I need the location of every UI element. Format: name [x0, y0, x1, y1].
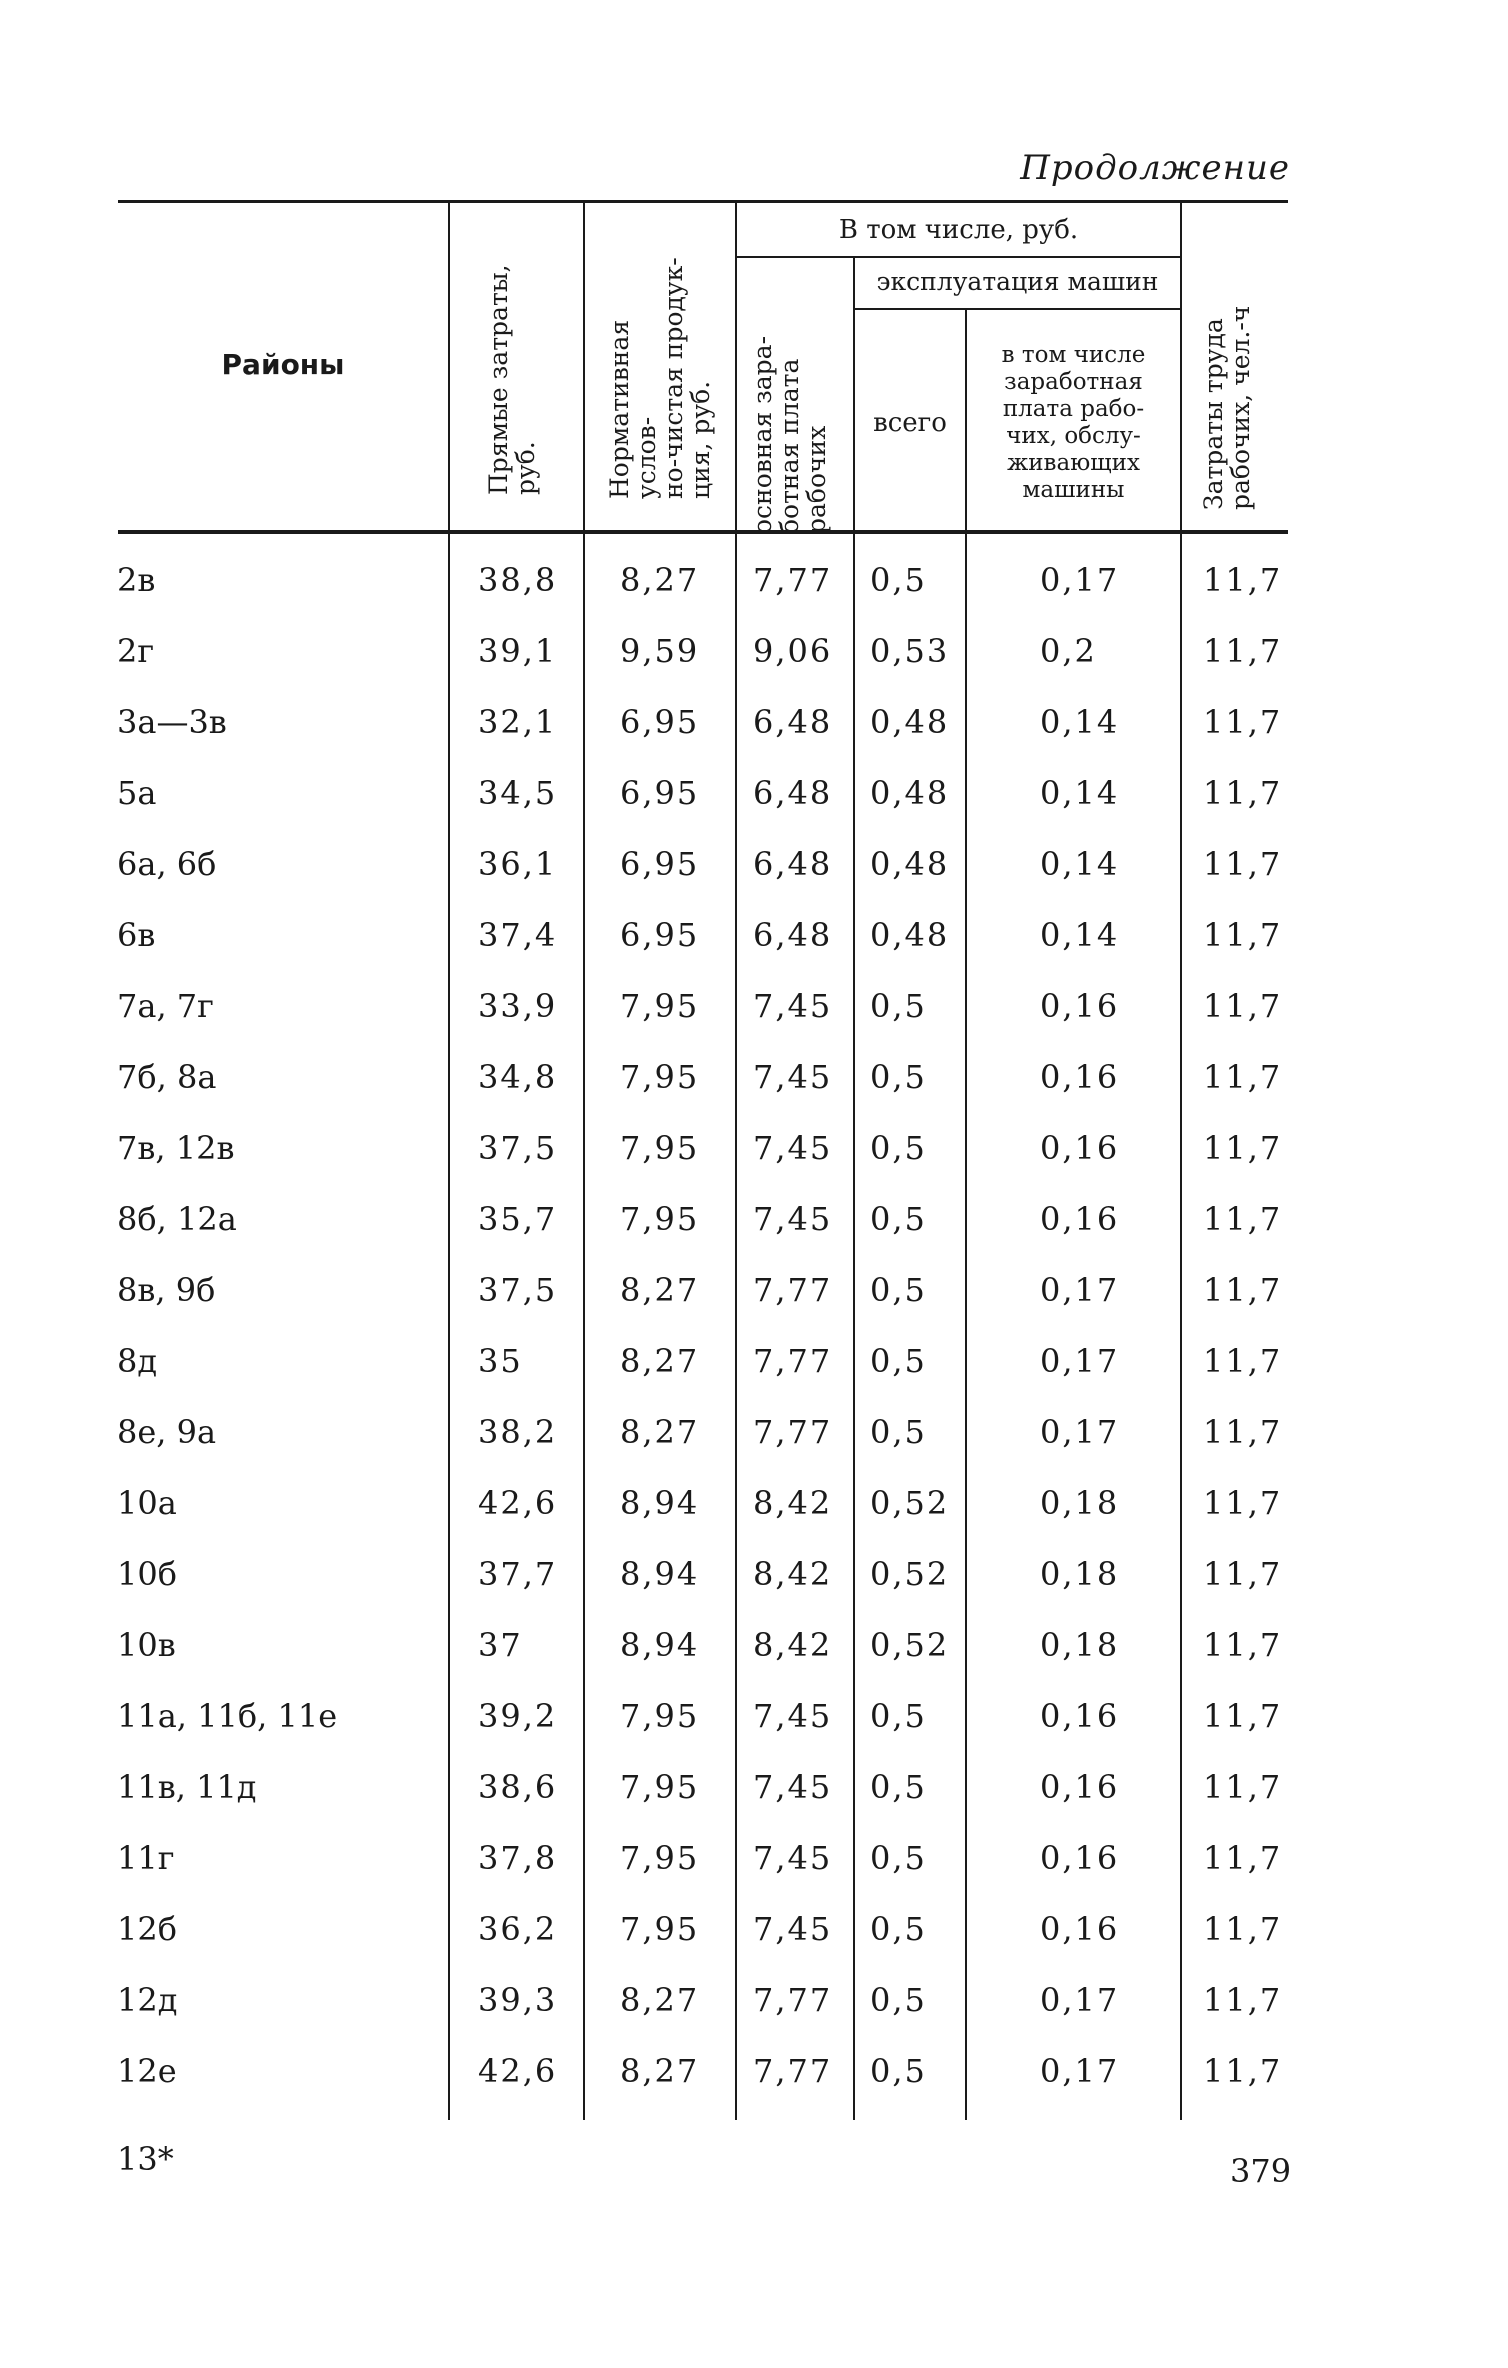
cell-direct-costs: 38,8 — [478, 561, 558, 599]
cell-incl-wage: 0,17 — [1040, 1413, 1120, 1451]
cell-direct-costs: 36,2 — [478, 1910, 558, 1948]
cell-normative-product: 6,95 — [620, 845, 700, 883]
table-row — [0, 1412, 1508, 1482]
cell-normative-product: 8,27 — [620, 1413, 700, 1451]
cell-base-wage: 7,77 — [753, 561, 833, 599]
cell-base-wage: 7,45 — [753, 1129, 833, 1167]
header-machine-total: всего — [873, 408, 947, 438]
cell-machine-total: 0,5 — [870, 1768, 927, 1806]
cell-labor-costs: 11,7 — [1203, 2052, 1283, 2090]
cell-incl-wage: 0,18 — [1040, 1555, 1120, 1593]
header-base-wage: основная зара- ботная плата рабочих — [748, 335, 831, 534]
cell-labor-costs: 11,7 — [1203, 1910, 1283, 1948]
cell-region: 6а, 6б — [117, 845, 217, 883]
cell-labor-costs: 11,7 — [1203, 1981, 1283, 2019]
cell-region: 3а—3в — [117, 703, 227, 741]
table-row — [0, 1483, 1508, 1553]
cell-incl-wage: 0,16 — [1040, 1129, 1120, 1167]
cell-machine-total: 0,5 — [870, 1697, 927, 1735]
cell-direct-costs: 34,8 — [478, 1058, 558, 1096]
cell-base-wage: 7,77 — [753, 1342, 833, 1380]
cell-region: 11г — [117, 1839, 175, 1877]
cell-base-wage: 7,45 — [753, 987, 833, 1025]
cell-labor-costs: 11,7 — [1203, 1626, 1283, 1664]
cell-normative-product: 8,94 — [620, 1555, 700, 1593]
header-region: Районы — [221, 348, 345, 381]
table-row — [0, 773, 1508, 843]
cell-incl-wage: 0,18 — [1040, 1484, 1120, 1522]
cell-incl-wage: 0,14 — [1040, 916, 1120, 954]
cell-labor-costs: 11,7 — [1203, 703, 1283, 741]
cell-machine-total: 0,52 — [870, 1555, 950, 1593]
cell-direct-costs: 34,5 — [478, 774, 558, 812]
cell-region: 12е — [117, 2052, 177, 2090]
cell-labor-costs: 11,7 — [1203, 1555, 1283, 1593]
cell-incl-wage: 0,16 — [1040, 1768, 1120, 1806]
cell-labor-costs: 11,7 — [1203, 1413, 1283, 1451]
cell-incl-wage: 0,14 — [1040, 845, 1120, 883]
cell-direct-costs: 33,9 — [478, 987, 558, 1025]
cell-incl-wage: 0,17 — [1040, 1271, 1120, 1309]
cell-machine-total: 0,48 — [870, 916, 950, 954]
cell-incl-wage: 0,16 — [1040, 1839, 1120, 1877]
table-row — [0, 702, 1508, 772]
cell-normative-product: 8,27 — [620, 1271, 700, 1309]
cell-base-wage: 9,06 — [753, 632, 833, 670]
cell-machine-total: 0,5 — [870, 1271, 927, 1309]
cell-base-wage: 7,45 — [753, 1768, 833, 1806]
cell-machine-total: 0,5 — [870, 1129, 927, 1167]
cell-normative-product: 7,95 — [620, 1697, 700, 1735]
table-row — [0, 986, 1508, 1056]
cell-base-wage: 6,48 — [753, 703, 833, 741]
table-row — [0, 1838, 1508, 1908]
cell-labor-costs: 11,7 — [1203, 632, 1283, 670]
header-bottom-rule — [118, 530, 1288, 534]
cell-direct-costs: 32,1 — [478, 703, 558, 741]
cell-machine-total: 0,5 — [870, 1981, 927, 2019]
cell-labor-costs: 11,7 — [1203, 1342, 1283, 1380]
cell-labor-costs: 11,7 — [1203, 1484, 1283, 1522]
cell-labor-costs: 11,7 — [1203, 1768, 1283, 1806]
cell-region: 12д — [117, 1981, 178, 2019]
cell-direct-costs: 38,6 — [478, 1768, 558, 1806]
cell-base-wage: 8,42 — [753, 1555, 833, 1593]
cell-labor-costs: 11,7 — [1203, 561, 1283, 599]
cell-normative-product: 8,94 — [620, 1626, 700, 1664]
cell-direct-costs: 37,5 — [478, 1129, 558, 1167]
table-row — [0, 1625, 1508, 1695]
cell-labor-costs: 11,7 — [1203, 1129, 1283, 1167]
header-including-rub: В том числе, руб. — [838, 215, 1079, 245]
cell-incl-wage: 0,2 — [1040, 632, 1097, 670]
table-row — [0, 631, 1508, 701]
page-number: 379 — [1230, 2152, 1292, 2190]
table-row — [0, 1128, 1508, 1198]
cell-machine-total: 0,5 — [870, 1342, 927, 1380]
table-row — [0, 1554, 1508, 1624]
table-row — [0, 560, 1508, 630]
cell-labor-costs: 11,7 — [1203, 845, 1283, 883]
cell-incl-wage: 0,16 — [1040, 1697, 1120, 1735]
cell-incl-wage: 0,16 — [1040, 1058, 1120, 1096]
cell-direct-costs: 42,6 — [478, 1484, 558, 1522]
cell-base-wage: 7,45 — [753, 1697, 833, 1735]
cell-direct-costs: 37,7 — [478, 1555, 558, 1593]
cell-incl-wage: 0,18 — [1040, 1626, 1120, 1664]
cell-labor-costs: 11,7 — [1203, 1697, 1283, 1735]
cell-direct-costs: 37,5 — [478, 1271, 558, 1309]
table-row — [0, 1909, 1508, 1979]
cell-base-wage: 6,48 — [753, 916, 833, 954]
cell-incl-wage: 0,16 — [1040, 1200, 1120, 1238]
cell-normative-product: 8,27 — [620, 1981, 700, 2019]
table-row — [0, 1980, 1508, 2050]
cell-direct-costs: 39,1 — [478, 632, 558, 670]
cell-machine-total: 0,5 — [870, 1200, 927, 1238]
signature-mark: 13* — [117, 2140, 174, 2178]
cell-normative-product: 8,27 — [620, 561, 700, 599]
cell-direct-costs: 42,6 — [478, 2052, 558, 2090]
cell-region: 8в, 9б — [117, 1271, 216, 1309]
cell-normative-product: 6,95 — [620, 916, 700, 954]
cell-region: 11а, 11б, 11е — [117, 1697, 338, 1735]
cell-normative-product: 6,95 — [620, 774, 700, 812]
cell-base-wage: 7,45 — [753, 1839, 833, 1877]
cell-region: 2в — [117, 561, 156, 599]
cell-direct-costs: 38,2 — [478, 1413, 558, 1451]
cell-region: 8е, 9а — [117, 1413, 217, 1451]
cell-direct-costs: 35 — [478, 1342, 523, 1380]
cell-region: 7б, 8а — [117, 1058, 217, 1096]
continuation-label: Продолжение — [1020, 148, 1290, 188]
cell-base-wage: 7,77 — [753, 2052, 833, 2090]
cell-labor-costs: 11,7 — [1203, 1200, 1283, 1238]
cell-machine-total: 0,5 — [870, 2052, 927, 2090]
table-row — [0, 1057, 1508, 1127]
cell-machine-total: 0,53 — [870, 632, 950, 670]
header-normative-product: Нормативная услов- но-чистая продук- ция, руб. — [605, 257, 715, 499]
cell-base-wage: 7,45 — [753, 1200, 833, 1238]
cell-region: 10в — [117, 1626, 176, 1664]
cell-base-wage: 8,42 — [753, 1626, 833, 1664]
cell-region: 7а, 7г — [117, 987, 214, 1025]
cell-incl-wage: 0,16 — [1040, 987, 1120, 1025]
cell-normative-product: 9,59 — [620, 632, 700, 670]
cell-normative-product: 8,27 — [620, 2052, 700, 2090]
cell-direct-costs: 37,4 — [478, 916, 558, 954]
cell-normative-product: 8,94 — [620, 1484, 700, 1522]
cell-machine-total: 0,52 — [870, 1484, 950, 1522]
cell-direct-costs: 39,2 — [478, 1697, 558, 1735]
cell-base-wage: 6,48 — [753, 774, 833, 812]
cell-normative-product: 6,95 — [620, 703, 700, 741]
table-row — [0, 915, 1508, 985]
cell-direct-costs: 37,8 — [478, 1839, 558, 1877]
table-row — [0, 844, 1508, 914]
cell-incl-wage: 0,16 — [1040, 1910, 1120, 1948]
header-machine-operation: эксплуатация машин — [876, 267, 1159, 296]
cell-machine-total: 0,52 — [870, 1626, 950, 1664]
cell-normative-product: 7,95 — [620, 1839, 700, 1877]
header-incl-wage-service-workers: в том числе заработная плата рабо- чих, обслу- живающих машины — [1001, 342, 1146, 503]
cell-normative-product: 7,95 — [620, 1129, 700, 1167]
cell-normative-product: 7,95 — [620, 1768, 700, 1806]
cell-base-wage: 7,77 — [753, 1981, 833, 2019]
cell-base-wage: 7,77 — [753, 1271, 833, 1309]
cell-machine-total: 0,5 — [870, 561, 927, 599]
cell-incl-wage: 0,14 — [1040, 774, 1120, 812]
table-top-rule — [118, 200, 1288, 203]
cell-normative-product: 7,95 — [620, 1058, 700, 1096]
cell-direct-costs: 36,1 — [478, 845, 558, 883]
cell-machine-total: 0,48 — [870, 703, 950, 741]
cell-region: 10а — [117, 1484, 177, 1522]
cell-direct-costs: 37 — [478, 1626, 523, 1664]
cell-direct-costs: 35,7 — [478, 1200, 558, 1238]
cell-region: 5а — [117, 774, 157, 812]
including-rub-rule — [737, 256, 1180, 258]
cell-incl-wage: 0,17 — [1040, 1981, 1120, 2019]
cell-direct-costs: 39,3 — [478, 1981, 558, 2019]
cell-region: 10б — [117, 1555, 177, 1593]
cell-machine-total: 0,5 — [870, 987, 927, 1025]
cell-normative-product: 8,27 — [620, 1342, 700, 1380]
cell-region: 12б — [117, 1910, 177, 1948]
cell-machine-total: 0,5 — [870, 1839, 927, 1877]
cell-region: 8б, 12а — [117, 1200, 237, 1238]
cell-region: 8д — [117, 1342, 158, 1380]
cell-base-wage: 7,77 — [753, 1413, 833, 1451]
table-row — [0, 1270, 1508, 1340]
cell-normative-product: 7,95 — [620, 1200, 700, 1238]
cell-incl-wage: 0,17 — [1040, 561, 1120, 599]
cell-machine-total: 0,5 — [870, 1413, 927, 1451]
cell-region: 7в, 12в — [117, 1129, 235, 1167]
cell-labor-costs: 11,7 — [1203, 987, 1283, 1025]
cell-machine-total: 0,5 — [870, 1058, 927, 1096]
cell-base-wage: 8,42 — [753, 1484, 833, 1522]
header-labor-costs: Затраты труда рабочих, чел.-ч — [1199, 305, 1255, 510]
cell-incl-wage: 0,17 — [1040, 2052, 1120, 2090]
table-row — [0, 1341, 1508, 1411]
cell-labor-costs: 11,7 — [1203, 1839, 1283, 1877]
table-row — [0, 2051, 1508, 2121]
cell-incl-wage: 0,17 — [1040, 1342, 1120, 1380]
cell-region: 11в, 11д — [117, 1768, 257, 1806]
cell-base-wage: 6,48 — [753, 845, 833, 883]
cell-machine-total: 0,48 — [870, 845, 950, 883]
cell-normative-product: 7,95 — [620, 987, 700, 1025]
cell-normative-product: 7,95 — [620, 1910, 700, 1948]
cell-machine-total: 0,48 — [870, 774, 950, 812]
cell-region: 6в — [117, 916, 156, 954]
cell-base-wage: 7,45 — [753, 1910, 833, 1948]
cell-machine-total: 0,5 — [870, 1910, 927, 1948]
header-direct-costs: Прямые затраты, руб. — [484, 264, 540, 495]
cell-labor-costs: 11,7 — [1203, 916, 1283, 954]
table-row — [0, 1199, 1508, 1269]
machine-operation-rule — [855, 308, 1180, 310]
cell-labor-costs: 11,7 — [1203, 1271, 1283, 1309]
cell-base-wage: 7,45 — [753, 1058, 833, 1096]
cell-labor-costs: 11,7 — [1203, 1058, 1283, 1096]
table-row — [0, 1767, 1508, 1837]
table-row — [0, 1696, 1508, 1766]
cell-region: 2г — [117, 632, 155, 670]
cell-incl-wage: 0,14 — [1040, 703, 1120, 741]
cell-labor-costs: 11,7 — [1203, 774, 1283, 812]
